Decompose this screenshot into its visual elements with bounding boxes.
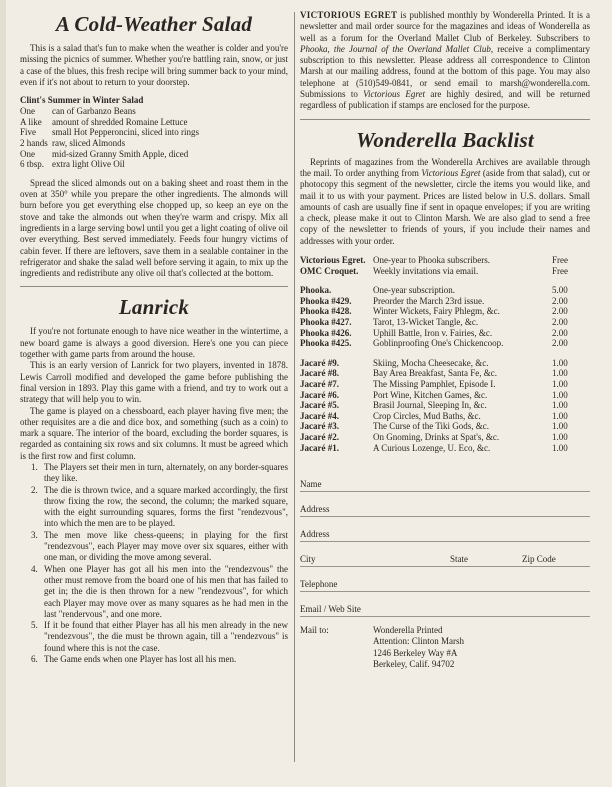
email-field[interactable] [300, 592, 590, 617]
order-item-name: Phooka #428. [300, 306, 352, 317]
section-rule [300, 119, 590, 120]
order-item-name: Phooka #427. [300, 317, 352, 328]
order-item-desc: Winter Wickets, Fairy Phlegm, &c. [373, 306, 500, 317]
order-item-desc: Uphill Battle, Iron v. Fairies, &c. [373, 327, 493, 338]
lanrick-history: This is an early version of Lanrick for two players, invented in 1878. Lewis Carroll modified and developed the game before publishing the final version in 1893. Play this game with a friend, and try to work out a strategy that will help you to win. [20, 360, 288, 405]
ingredient-item: small Hot Pepperoncini, sliced into rings [52, 127, 199, 138]
backlist-text-1: Reprints of magazines from the Wonderella Archives are available through the mail. To order anything from [300, 156, 590, 178]
ingredient-row [20, 117, 199, 128]
order-item-name: Phooka #426. [300, 327, 352, 338]
order-item-name: Jacaré #2. [300, 431, 339, 442]
order-item-desc: Goblinproofing One's Chickencoop. [373, 338, 504, 349]
order-item[interactable] [300, 443, 590, 454]
lanrick-step: 3. The men move like chess-queens; in playing for the first "rendezvous", each Player may move over six squares, either with one man, or dividing the move among several. [40, 530, 288, 564]
lanrick-title: Lanrick [118, 295, 190, 320]
order-item[interactable] [300, 255, 590, 266]
email-label: Email / Web Site [300, 604, 361, 615]
lanrick-step: 5. If it be found that either Player has all his men already in the new "rendezvous", the die must be thrown again, till a "rendezvous" is found where this is not the case. [40, 620, 288, 654]
order-item-price: Free [552, 265, 568, 276]
lanrick-steps [20, 462, 288, 665]
order-item-price: 1.00 [552, 431, 568, 442]
ingredient-qty: 2 hands [20, 137, 48, 148]
order-item-price: 2.00 [552, 306, 568, 317]
order-item[interactable] [300, 306, 590, 317]
order-item-desc: A Curious Lozenge, U. Eco, &c. [373, 442, 491, 453]
ingredient-qty: One [20, 148, 35, 159]
order-item-desc: One-year subscription. [373, 285, 455, 296]
order-item-price: 1.00 [552, 389, 568, 400]
order-item[interactable] [300, 368, 590, 379]
order-item[interactable] [300, 285, 590, 296]
order-item-desc: The Missing Pamphlet, Episode I. [373, 378, 496, 389]
city-label: City [300, 554, 316, 565]
lanrick-step: 6. The Game ends when one Player has lost all his men. [40, 654, 288, 665]
address-field-2[interactable] [300, 517, 590, 542]
order-item[interactable] [300, 358, 590, 369]
right-column [300, 10, 590, 670]
ingredient-qty: 6 tbsp. [20, 159, 45, 170]
telephone-label: Telephone [300, 579, 338, 590]
order-item-name: Jacaré #4. [300, 410, 339, 421]
ingredient-qty: A like [20, 116, 42, 127]
backlist-egret-title: Victorious Egret [421, 167, 481, 178]
state-label: State [450, 554, 468, 565]
newsletter-name: VICTORIOUS EGRET [300, 10, 398, 20]
salad-intro: This is a salad that's fun to make when the weather is colder and you're missing the picnics of summer. Whether you're battling rain, snow, or just a case of the blues, this fresh recipe will bring summer back to your mind, even if it's not about to return to your doorstep. [20, 43, 288, 87]
order-item-name: Jacaré #3. [300, 421, 339, 432]
lanrick-intro: If you're not fortunate enough to have nice weather in the wintertime, a new board game is always a good diversion. Here's one you can piece together with game parts from around the house. [20, 326, 288, 360]
lanrick-step: 4. When one Player has got all his men into the "rendezvous" the other must remove from the board one of his men that has failed to get in; the die is then thrown for a new "rendezvous", for which each Player may move over as many squares as he had men in the last "rendervous", and one more. [40, 564, 288, 620]
mail-line: Attention: Clinton Marsh [373, 636, 464, 647]
order-item-price: 1.00 [552, 368, 568, 379]
order-item-name: OMC Croquet. [300, 265, 359, 276]
order-item-price: 1.00 [552, 410, 568, 421]
order-item[interactable] [300, 390, 590, 401]
column-divider [294, 12, 295, 762]
order-list-jacare [300, 358, 590, 453]
ingredient-item: raw, sliced Almonds [52, 137, 126, 148]
order-item-desc: Tarot, 13-Wicket Tangle, &c. [373, 317, 479, 328]
section-rule [20, 286, 288, 287]
order-item-price: Free [552, 255, 568, 266]
city-state-zip-field[interactable] [300, 542, 590, 567]
order-item-desc: Skiing, Mocha Cheesecake, &c. [373, 357, 489, 368]
address-label-1: Address [300, 504, 330, 515]
order-item[interactable] [300, 266, 590, 277]
order-item-name: Phooka #429. [300, 295, 352, 306]
backlist-title: Wonderella Backlist [356, 127, 534, 152]
mail-to-label: Mail to: [300, 625, 329, 636]
order-item-name: Phooka #425. [300, 338, 352, 349]
ingredient-row [20, 106, 199, 117]
phooka-journal-title: Phooka, the Journal of the Overland Mallet Club [300, 43, 491, 54]
order-item-price: 2.00 [552, 327, 568, 338]
order-item-desc: On Gnoming, Drinks at Spat's, &c. [373, 431, 500, 442]
mail-line: Wonderella Printed [373, 625, 443, 636]
ingredient-row [20, 159, 199, 170]
ingredient-item: extra light Olive Oil [52, 159, 125, 170]
egret-title: Victorious Egret [363, 89, 425, 100]
order-item-price: 5.00 [552, 285, 568, 296]
order-item-name: Jacaré #6. [300, 389, 339, 400]
order-item-desc: Brasil Journal, Sleeping In, &c. [373, 400, 487, 411]
salad-title: A Cold-Weather Salad [55, 12, 253, 36]
order-item[interactable] [300, 296, 590, 307]
ingredient-item: amount of shredded Romaine Lettuce [52, 116, 188, 127]
backlist-text-2: (aside from that salad), cut or photocopy this segment of the newsletter, circle the items you would like, and mail it to us with your payment. Prices are listed below in U.S. dollars. Small amounts of cash are usually fine if sent in opaque envelopes; if you are writing a check, please make it out to Clinton Marsh. We are also glad to send a free copy of the newsletter to friends of yours, if you include their names and addresses with your order. [300, 167, 590, 246]
order-item[interactable] [300, 328, 590, 339]
order-item-price: 1.00 [552, 378, 568, 389]
order-item-desc: The Curse of the Tiki Gods, &c. [373, 421, 489, 432]
order-item-name: Jacaré #9. [300, 357, 339, 368]
about-newsletter [300, 10, 590, 112]
ingredient-row [20, 127, 199, 138]
order-item[interactable] [300, 432, 590, 443]
page-edge-shadow [0, 0, 6, 787]
ingredients-list [20, 106, 199, 170]
mail-address [373, 625, 464, 670]
order-item[interactable] [300, 411, 590, 422]
order-item[interactable] [300, 317, 590, 328]
order-item-price: 2.00 [552, 317, 568, 328]
telephone-field[interactable] [300, 567, 590, 592]
left-column [20, 10, 288, 665]
order-item-name: Jacaré #1. [300, 442, 339, 453]
mail-line: 1246 Berkeley Way #A [373, 647, 458, 658]
order-item[interactable] [300, 379, 590, 390]
ingredient-qty: One [20, 106, 35, 117]
ingredient-row [20, 138, 199, 149]
order-item[interactable] [300, 338, 590, 349]
lanrick-step: 1. The Players set their men in turn, alternately, on any border-squares they like. [40, 462, 288, 485]
order-item-name: Jacaré #7. [300, 378, 339, 389]
order-item-desc: Crop Circles, Mud Baths, &c. [373, 410, 481, 421]
lanrick-setup: The game is played on a chessboard, each player having five men; the other requisites are a die and dice box, and something (such as a coin) to mark a square. The interior of the board, excluding the border squares, is regarded as containing six rows and six columns. It must be agreed which is the first row and first column. [20, 405, 288, 461]
order-item-name: Phooka. [300, 285, 332, 296]
order-item-price: 1.00 [552, 357, 568, 368]
order-item-price: 1.00 [552, 421, 568, 432]
backlist-intro [300, 157, 590, 247]
order-item-price: 2.00 [552, 295, 568, 306]
order-list-phooka [300, 285, 590, 349]
name-field[interactable] [300, 467, 590, 492]
order-item-price: 1.00 [552, 400, 568, 411]
lanrick-step: 2. The die is thrown twice, and a square marked accordingly, the first throw fixing the row, the second, the column; the marked square, with the eight surrounding squares, forms the first "rendezvous", into which the men are to be played. [40, 485, 288, 530]
order-item-name: Jacaré #5. [300, 400, 339, 411]
order-item-name: Jacaré #8. [300, 368, 339, 379]
order-item-desc: Bay Area Breakfast, Santa Fe, &c. [373, 368, 497, 379]
ingredient-item: can of Garbanzo Beans [52, 106, 136, 117]
zip-label: Zip Code [522, 554, 556, 565]
order-form [300, 467, 590, 670]
order-item-desc: Port Wine, Kitchen Games, &c. [373, 389, 488, 400]
about-text-3: are highly desired, and will be returned regardless of publication if stamps are enclosed for the purpose. [300, 89, 590, 111]
order-item-price: 1.00 [552, 442, 568, 453]
order-item-price: 2.00 [552, 338, 568, 349]
name-label: Name [300, 479, 322, 490]
address-field-1[interactable] [300, 492, 590, 517]
order-item[interactable] [300, 400, 590, 411]
salad-directions: Spread the sliced almonds out on a baking sheet and roast them in the oven at 350° while you prepare the other ingredients. The almonds will burn before you get everything else chopped up, so keep an eye on the stove and take the almonds out when they're warm and crispy. Mix all ingredients in a large serving bowl until you get a light coating of olive oil over everything. Best served immediately. Feeds four hungry victims of cabin fever. If there are leftovers, save them in a sealable container in the refrigerator and shake the salad well before serving it again, to mix up the ingredients and redistribute any olive oil that's collected at the bottom. [20, 177, 288, 279]
about-text-1: is published monthly by Wonderella Printed. It is a newsletter and mail order source for the magazines and ideas of Wonderella as well as a forum for the Overland Mallet Club of Berkeley. Subscribers to [300, 10, 590, 43]
recipe-title: Clint's Summer in Winter Salad [20, 95, 144, 106]
order-item[interactable] [300, 421, 590, 432]
mail-line: Berkeley, Calif. 94702 [373, 659, 455, 670]
ingredient-item: mid-sized Granny Smith Apple, diced [52, 148, 189, 159]
order-item-desc: Weekly invitations via email. [373, 265, 479, 276]
order-item-desc: Preorder the March 23rd issue. [373, 295, 485, 306]
order-list-free [300, 255, 590, 276]
ingredient-row [20, 149, 199, 160]
order-item-name: Victorious Egret. [300, 255, 366, 266]
address-label-2: Address [300, 529, 330, 540]
mail-to-block [300, 625, 590, 670]
ingredient-qty: Five [20, 127, 37, 138]
about-text-2: , receive a complimentary subscription to this newsletter. Please address all correspondence to Clinton Marsh at our mailing address, found at the bottom of this page. You may also telephone at (510)549-0841, or send email to marsh@wonderella.com. Submissions to [300, 43, 590, 100]
order-item-desc: One-year to Phooka subscribers. [373, 255, 490, 266]
